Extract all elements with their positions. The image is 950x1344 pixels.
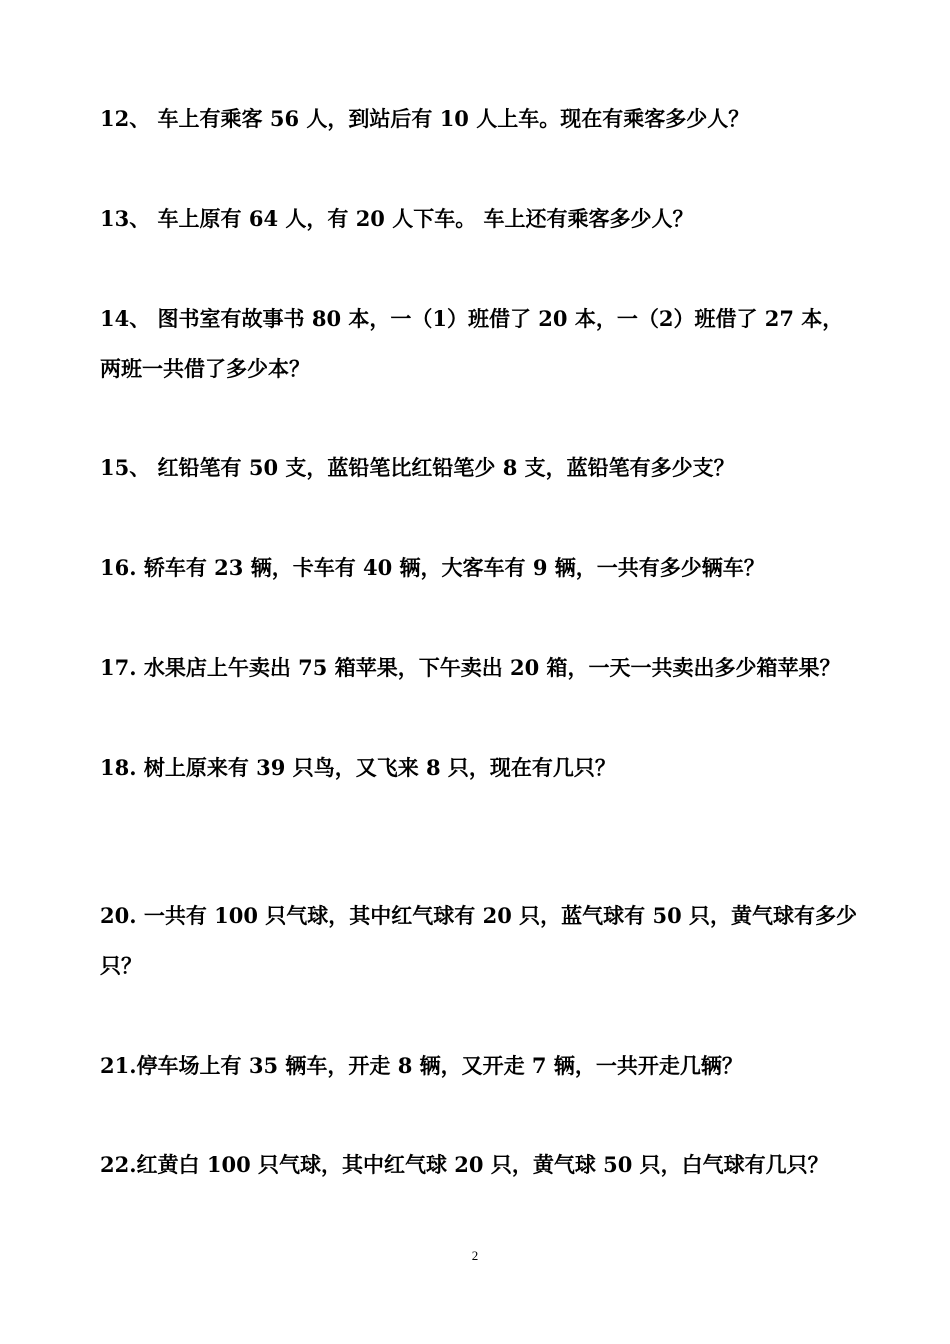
problem-15: 15、 红铅笔有 50 支，蓝铅笔比红铅笔少 8 支，蓝铅笔有多少支？ [100, 455, 735, 480]
problem-14-line-2: 两班一共借了多少本？ [100, 356, 310, 381]
problem-13: 13、 车上原有 64 人，有 20 人下车。 车上还有乘客多少人？ [100, 206, 694, 231]
problem-22: 22.红黄白 100 只气球，其中红气球 20 只，黄气球 50 只，白气球有几只？ [100, 1152, 829, 1177]
page-number: 2 [471, 1248, 479, 1263]
problem-16: 16. 轿车有 23 辆，卡车有 40 辆，大客车有 9 辆，一共有多少辆车？ [100, 555, 765, 580]
problem-20-line-2: 只？ [100, 953, 142, 978]
problem-14-line-1: 14、 图书室有故事书 80 本，一（1）班借了 20 本，一（2）班借了 27 本， [100, 306, 844, 331]
problem-20-line-1: 20. 一共有 100 只气球，其中红气球有 20 只，蓝气球有 50 只，黄气球有多少 [100, 903, 857, 928]
problem-18: 18. 树上原来有 39 只鸟，又飞来 8 只，现在有几只？ [100, 755, 616, 780]
problem-12: 12、 车上有乘客 56 人，到站后有 10 人上车。现在有乘客多少人？ [100, 106, 750, 131]
problem-17: 17. 水果店上午卖出 75 箱苹果，下午卖出 20 箱，一天一共卖出多少箱苹果？ [100, 655, 841, 680]
problem-21: 21.停车场上有 35 辆车，开走 8 辆，又开走 7 辆，一共开走几辆？ [100, 1053, 743, 1078]
